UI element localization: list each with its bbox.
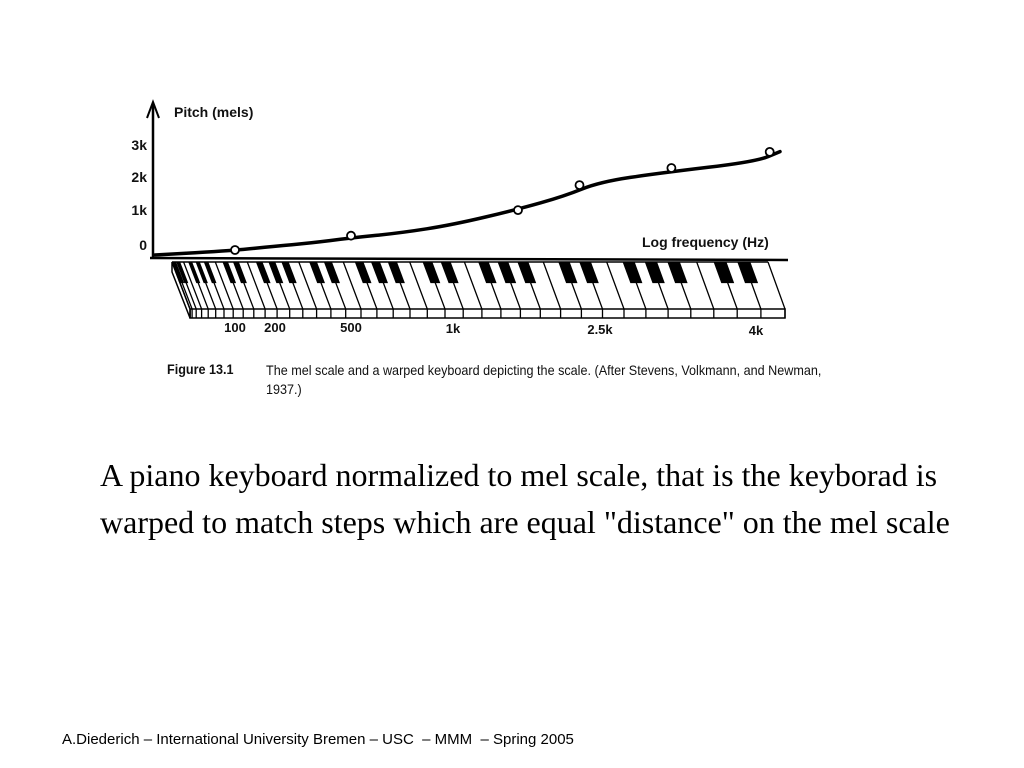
warped-keyboard — [172, 262, 785, 318]
black-key — [667, 262, 687, 283]
black-key — [498, 262, 517, 283]
black-key — [233, 262, 247, 283]
y-axis-label: Pitch (mels) — [174, 104, 254, 120]
black-key — [268, 262, 283, 283]
black-key — [623, 262, 643, 283]
y-tick-0: 0 — [139, 237, 147, 253]
black-key — [281, 262, 296, 283]
x-tick-2.5k: 2.5k — [587, 322, 613, 337]
figure-caption-label: Figure 13.1 — [167, 361, 234, 377]
black-key — [388, 262, 405, 283]
black-key — [737, 262, 758, 283]
data-point — [347, 232, 355, 240]
x-axis-label: Log frequency (Hz) — [642, 234, 769, 250]
black-key — [478, 262, 496, 283]
x-tick-200: 200 — [264, 320, 286, 335]
black-key — [714, 262, 735, 283]
figure-caption-text: The mel scale and a warped keyboard depicting the scale. (After Stevens, Volkmann, and Newman, 1937.) — [266, 362, 822, 397]
data-point — [766, 148, 774, 156]
x-tick-1k: 1k — [445, 321, 461, 336]
x-tick-4k: 4k — [748, 323, 764, 338]
x-tick-500: 500 — [340, 320, 362, 335]
slide-body-text: A piano keyboard normalized to mel scale, that is the keyborad is warped to match steps which are equal "distance" on the mel scale — [100, 457, 950, 540]
data-point — [231, 246, 239, 254]
black-key — [355, 262, 372, 283]
data-point — [576, 181, 584, 189]
black-key — [324, 262, 340, 283]
black-key — [256, 262, 271, 283]
slide-footer: A.Diederich – International University Bremen – USC – MMM – Spring 2005 — [62, 731, 574, 748]
black-key — [423, 262, 441, 283]
black-key — [517, 262, 536, 283]
y-tick-2k: 2k — [131, 169, 147, 185]
keyboard-front — [190, 309, 785, 318]
black-key — [309, 262, 325, 283]
x-tick-100: 100 — [224, 320, 246, 335]
black-key — [579, 262, 599, 283]
y-tick-labels — [131, 137, 147, 253]
black-key — [645, 262, 665, 283]
x-tick-labels — [224, 320, 764, 338]
y-tick-3k: 3k — [131, 137, 147, 153]
x-axis — [150, 258, 788, 260]
y-tick-1k: 1k — [131, 202, 147, 218]
data-point — [667, 164, 675, 172]
black-key — [558, 262, 577, 283]
black-key — [371, 262, 388, 283]
data-point — [514, 206, 522, 214]
black-key — [441, 262, 459, 283]
black-key — [223, 262, 237, 283]
